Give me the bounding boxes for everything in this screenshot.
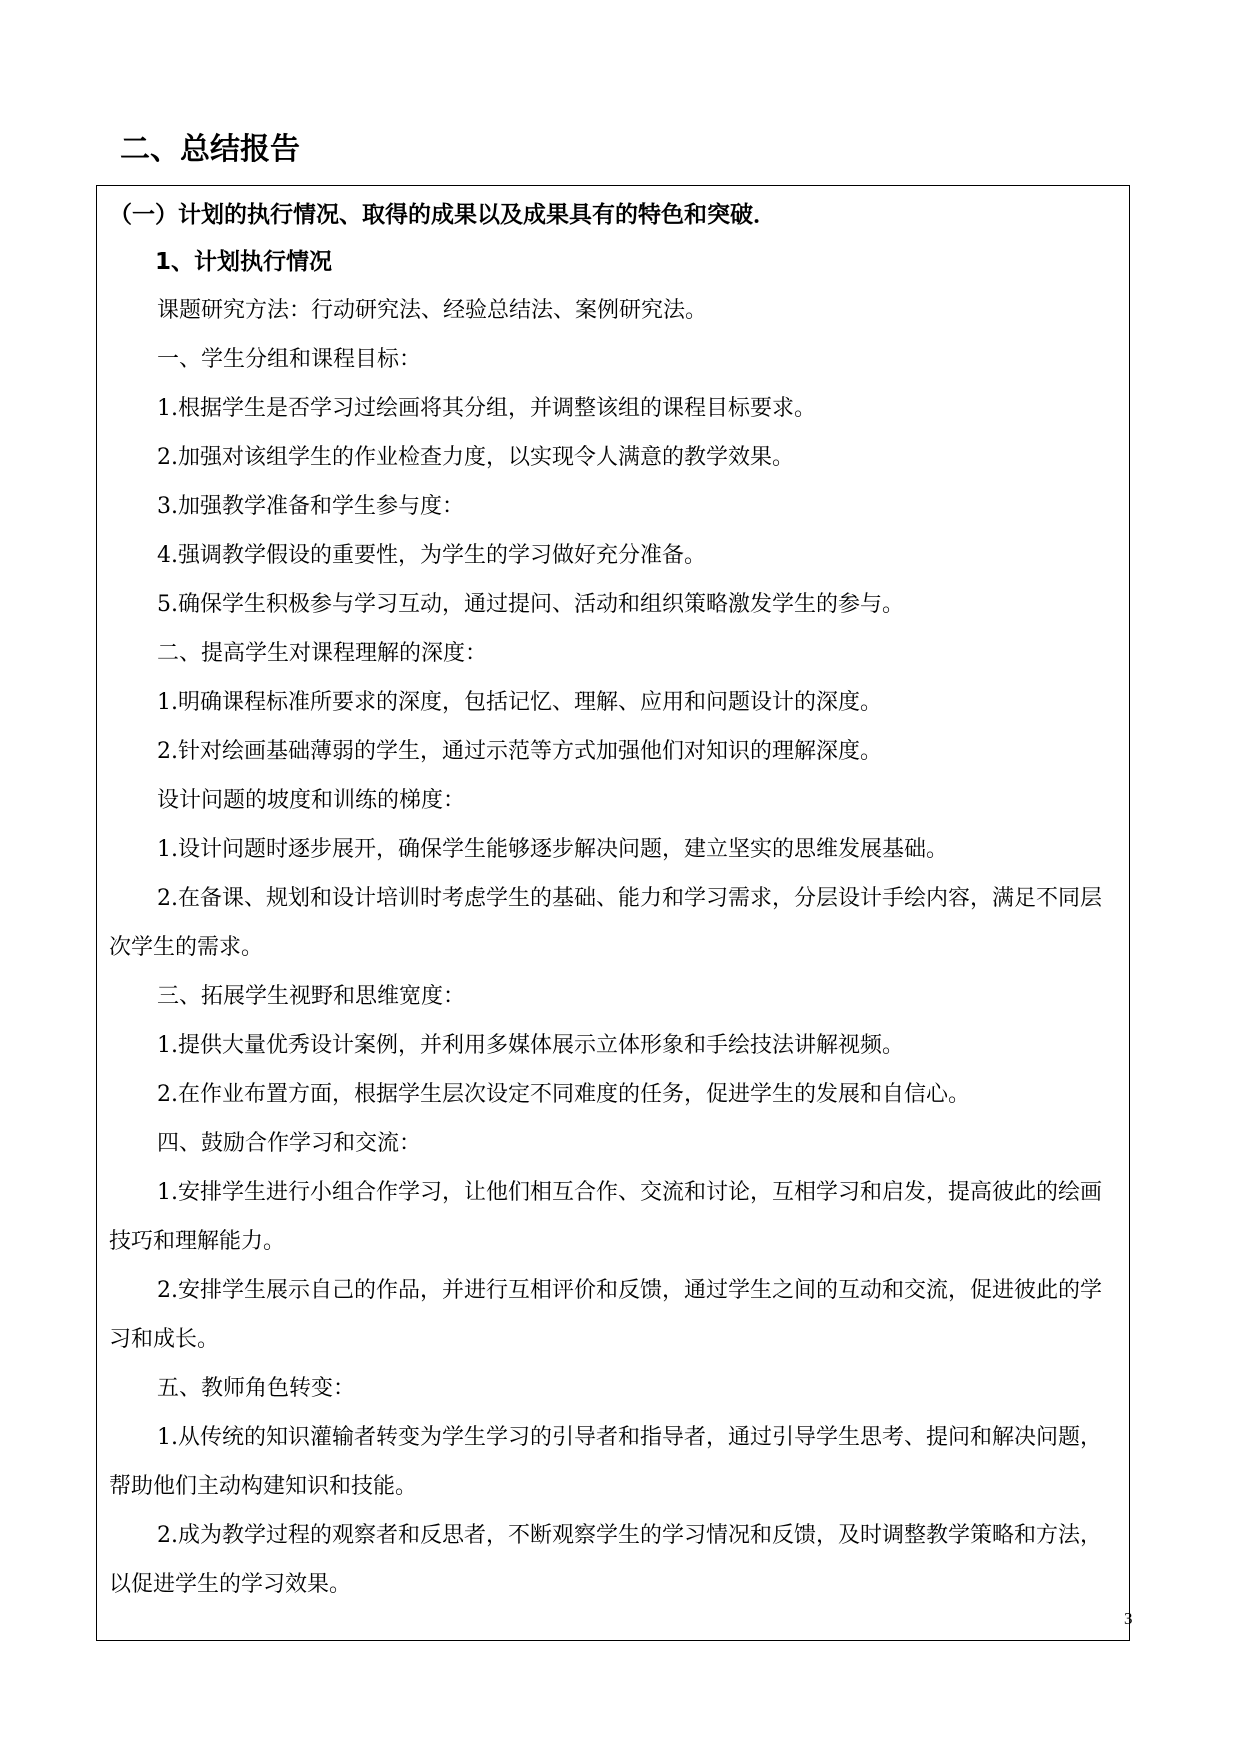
page-number: 3 [1124, 1609, 1133, 1628]
paragraph: 2.成为教学过程的观察者和反思者，不断观察学生的学习情况和反馈，及时调整教学策略和方法，以促进学生的学习效果。 [109, 1523, 1102, 1597]
report-heading: （一）计划的执行情况、取得的成果以及成果具有的特色和突破． [109, 202, 776, 228]
paragraph: 1.设计问题时逐步展开，确保学生能够逐步解决问题，建立坚实的思维发展基础。 [157, 837, 948, 862]
paragraph: 2.在备课、规划和设计培训时考虑学生的基础、能力和学习需求，分层设计手绘内容，满足不同层次学生的需求。 [109, 886, 1102, 960]
paragraph: 课题研究方法：行动研究法、经验总结法、案例研究法。 [157, 298, 708, 323]
paragraph: 一、学生分组和课程目标： [157, 347, 422, 372]
paragraph: 1.从传统的知识灌输者转变为学生学习的引导者和指导者，通过引导学生思考、提问和解决问题，帮助他们主动构建知识和技能。 [109, 1425, 1102, 1499]
report-subheading: 1、计划执行情况 [155, 249, 333, 275]
paragraph: 四、鼓励合作学习和交流： [157, 1131, 422, 1156]
section-title: 二、总结报告 [120, 132, 300, 167]
paragraph: 1.提供大量优秀设计案例，并利用多媒体展示立体形象和手绘技法讲解视频。 [157, 1033, 904, 1058]
paragraph: 1.安排学生进行小组合作学习，让他们相互合作、交流和讨论，互相学习和启发，提高彼此的绘画技巧和理解能力。 [109, 1180, 1102, 1254]
paragraph: 2.加强对该组学生的作业检查力度，以实现令人满意的教学效果。 [157, 445, 794, 470]
paragraph: 2.安排学生展示自己的作品，并进行互相评价和反馈，通过学生之间的互动和交流，促进彼此的学习和成长。 [109, 1278, 1102, 1352]
report-box [96, 185, 1130, 1641]
paragraph: 4.强调教学假设的重要性，为学生的学习做好充分准备。 [157, 543, 706, 568]
paragraph: 3.加强教学准备和学生参与度： [157, 494, 464, 519]
paragraph: 2.在作业布置方面，根据学生层次设定不同难度的任务，促进学生的发展和自信心。 [157, 1082, 970, 1107]
paragraph: 二、提高学生对课程理解的深度： [157, 641, 488, 666]
paragraph: 1.明确课程标准所要求的深度，包括记忆、理解、应用和问题设计的深度。 [157, 690, 882, 715]
paragraph: 三、拓展学生视野和思维宽度： [157, 984, 466, 1009]
paragraph: 5.确保学生积极参与学习互动，通过提问、活动和组织策略激发学生的参与。 [157, 592, 904, 617]
paragraph: 1.根据学生是否学习过绘画将其分组，并调整该组的课程目标要求。 [157, 396, 816, 421]
paragraph: 2.针对绘画基础薄弱的学生，通过示范等方式加强他们对知识的理解深度。 [157, 739, 882, 764]
paragraph: 设计问题的坡度和训练的梯度： [157, 788, 466, 813]
paragraph: 五、教师角色转变： [157, 1376, 356, 1401]
